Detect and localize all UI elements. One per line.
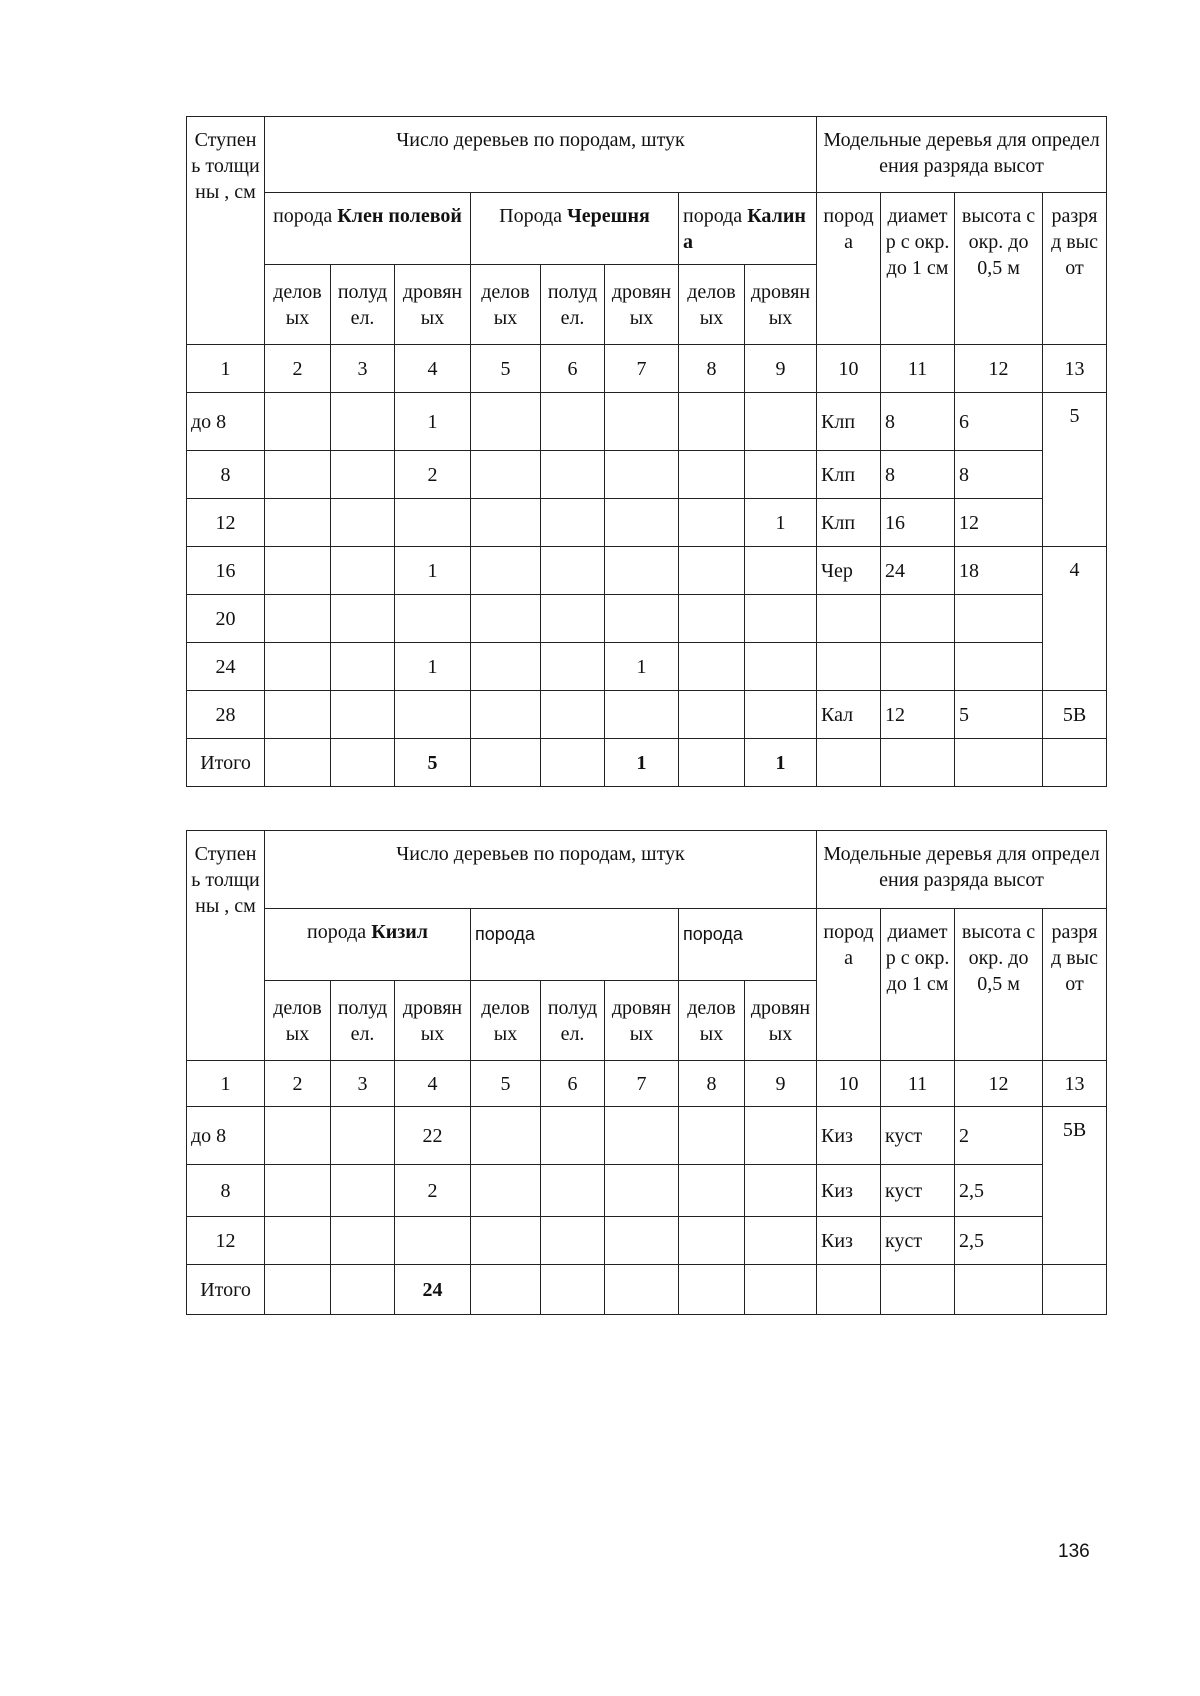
cell [265,393,331,451]
cell [471,499,541,547]
cell [745,1265,817,1315]
colnum: 7 [605,345,679,393]
cell: до 8 [187,1107,265,1165]
cell [605,691,679,739]
cell [605,547,679,595]
table-row [187,691,1107,739]
cell [541,1217,605,1265]
colnum: 3 [331,1061,395,1107]
cell [1043,739,1107,787]
cell [265,451,331,499]
header-species-3 [679,193,817,265]
cell [745,643,817,691]
species-3-name: Калина [683,205,806,253]
cell [265,1265,331,1315]
cell [817,739,881,787]
cell [395,691,471,739]
header-height: высота с окр. до 0,5 м [955,193,1043,345]
header-species-2: порода [471,909,679,981]
cell: 2 [395,1165,471,1217]
cell [331,1165,395,1217]
cell: 24 [187,643,265,691]
cell [605,1265,679,1315]
table-row [187,595,1107,643]
cell [471,547,541,595]
cell [541,499,605,547]
species-3-prefix: порода [683,205,748,227]
colnum: 4 [395,345,471,393]
subheader-a3: дровяных [395,981,471,1061]
cell [881,595,955,643]
cell [605,1165,679,1217]
cell: Кал [817,691,881,739]
colnum: 5 [471,1061,541,1107]
cell: куст [881,1165,955,1217]
cell [331,393,395,451]
cell: Киз [817,1107,881,1165]
cell: 2 [955,1107,1043,1165]
cell [331,739,395,787]
total-label: Итого [187,1265,265,1315]
cell [471,1165,541,1217]
header-step: Ступень толщины , см [187,831,265,1061]
cell [745,1217,817,1265]
subheader-b3: дровяных [605,981,679,1061]
cell: 1 [745,499,817,547]
cell [471,1107,541,1165]
header-species-2 [471,193,679,265]
cell: 24 [881,547,955,595]
cell [745,691,817,739]
cell: 20 [187,595,265,643]
header-diameter: диаметр с окр. до 1 см [881,909,955,1061]
cell: 16 [187,547,265,595]
header-poroda: порода [817,909,881,1061]
subheader-b1: деловых [471,265,541,345]
cell [817,643,881,691]
column-number-row [187,345,1107,393]
colnum: 4 [395,1061,471,1107]
cell [395,595,471,643]
colnum: 1 [187,345,265,393]
cell [331,1217,395,1265]
cell: 5 [955,691,1043,739]
cell: Клп [817,393,881,451]
cell [541,393,605,451]
cell: до 8 [187,393,265,451]
cell [817,595,881,643]
cell [331,1107,395,1165]
colnum: 9 [745,1061,817,1107]
cell [395,1217,471,1265]
cell [265,739,331,787]
cell: куст [881,1217,955,1265]
cell [605,1107,679,1165]
cell [471,393,541,451]
cell [471,691,541,739]
colnum: 10 [817,1061,881,1107]
cell: 12 [187,1217,265,1265]
subheader-a2: полудел. [331,981,395,1061]
table-row [187,1165,1107,1217]
table-row [187,451,1107,499]
total-row [187,1265,1107,1315]
header-height-class: разряд высот [1043,909,1107,1061]
cell [881,1265,955,1315]
colnum: 2 [265,345,331,393]
column-number-row [187,1061,1107,1107]
species-2-name: Черешня [567,205,650,227]
height-class-cell: 5 [1043,393,1107,547]
cell: 1 [395,393,471,451]
cell: 22 [395,1107,471,1165]
table-row [187,393,1107,451]
colnum: 3 [331,345,395,393]
colnum: 2 [265,1061,331,1107]
cell [605,393,679,451]
subheader-a3: дровяных [395,265,471,345]
header-poroda: порода [817,193,881,345]
colnum: 6 [541,1061,605,1107]
cell: Киз [817,1165,881,1217]
cell [471,451,541,499]
subheader-c1: деловых [679,265,745,345]
cell [679,1165,745,1217]
page-number: 136 [1058,1541,1090,1562]
cell [471,595,541,643]
cell [395,499,471,547]
header-species-1 [265,193,471,265]
colnum: 11 [881,345,955,393]
colnum: 10 [817,345,881,393]
height-class-cell: 5В [1043,1107,1107,1265]
colnum: 7 [605,1061,679,1107]
header-diameter: диаметр с окр. до 1 см [881,193,955,345]
subheader-c2: дровяных [745,265,817,345]
cell: 8 [187,1165,265,1217]
cell: куст [881,1107,955,1165]
cell: 2,5 [955,1165,1043,1217]
cell: 1 [395,547,471,595]
cell: 28 [187,691,265,739]
cell [331,499,395,547]
header-model-trees: Модельные деревья для определения разряда высот [817,831,1107,909]
table-row [187,1217,1107,1265]
cell [331,547,395,595]
cell [679,595,745,643]
cell [265,499,331,547]
cell: 2 [395,451,471,499]
cell: 12 [187,499,265,547]
cell [679,739,745,787]
cell [265,1165,331,1217]
species-1-name: Клен полевой [337,205,462,227]
cell [745,393,817,451]
cell [745,595,817,643]
total-value: 1 [745,739,817,787]
cell [745,1107,817,1165]
cell [679,1217,745,1265]
header-species-1 [265,909,471,981]
cell: 16 [881,499,955,547]
cell [265,595,331,643]
cell [331,643,395,691]
tally-table-2 [186,830,1107,1315]
cell [881,739,955,787]
colnum: 13 [1043,345,1107,393]
cell: 8 [187,451,265,499]
header-species-3: порода [679,909,817,981]
cell: 12 [955,499,1043,547]
cell [955,595,1043,643]
cell: 6 [955,393,1043,451]
cell [331,595,395,643]
species-1-prefix: порода [307,921,372,943]
colnum: 6 [541,345,605,393]
total-value: 1 [605,739,679,787]
cell [745,1165,817,1217]
species-1-name: Кизил [371,921,428,943]
cell [881,643,955,691]
cell [955,643,1043,691]
cell [541,1107,605,1165]
colnum: 1 [187,1061,265,1107]
cell [679,1265,745,1315]
height-class-cell: 5В [1043,691,1107,739]
subheader-b3: дровяных [605,265,679,345]
colnum: 8 [679,1061,745,1107]
header-height-class: разряд высот [1043,193,1107,345]
cell [605,1217,679,1265]
subheader-b1: деловых [471,981,541,1061]
cell [541,1165,605,1217]
cell [955,1265,1043,1315]
cell [265,1107,331,1165]
header-model-trees: Модельные деревья для определения разряда высот [817,117,1107,193]
total-row [187,739,1107,787]
header-tree-count: Число деревьев по породам, штук [265,117,817,193]
subheader-c2: дровяных [745,981,817,1061]
table-row [187,547,1107,595]
subheader-a1: деловых [265,981,331,1061]
cell: Чер [817,547,881,595]
colnum: 8 [679,345,745,393]
total-value: 24 [395,1265,471,1315]
cell: Клп [817,499,881,547]
cell [541,595,605,643]
colnum: 5 [471,345,541,393]
colnum: 12 [955,1061,1043,1107]
subheader-a1: деловых [265,265,331,345]
cell [679,1107,745,1165]
cell [745,547,817,595]
colnum: 12 [955,345,1043,393]
cell [541,547,605,595]
cell [679,451,745,499]
cell: 2,5 [955,1217,1043,1265]
total-value: 5 [395,739,471,787]
cell [265,643,331,691]
cell [541,691,605,739]
cell [265,547,331,595]
cell [679,691,745,739]
cell [679,393,745,451]
species-1-prefix: порода [273,205,338,227]
cell [605,499,679,547]
species-2-prefix: Порода [499,205,568,227]
cell [265,691,331,739]
tally-table-1 [186,116,1107,787]
table-row [187,1107,1107,1165]
cell [541,451,605,499]
cell [471,643,541,691]
cell: 8 [881,451,955,499]
cell: 1 [395,643,471,691]
cell [265,1217,331,1265]
table-row [187,643,1107,691]
cell [331,1265,395,1315]
table-row [187,499,1107,547]
cell: Киз [817,1217,881,1265]
cell: 8 [955,451,1043,499]
header-step: Ступень толщины , см [187,117,265,345]
cell [331,451,395,499]
cell [471,1265,541,1315]
cell [1043,1265,1107,1315]
cell [331,691,395,739]
cell [679,499,745,547]
cell [541,643,605,691]
cell: Клп [817,451,881,499]
total-label: Итого [187,739,265,787]
cell: 18 [955,547,1043,595]
cell [955,739,1043,787]
cell [471,1217,541,1265]
cell: 12 [881,691,955,739]
cell [745,451,817,499]
header-tree-count: Число деревьев по породам, штук [265,831,817,909]
subheader-a2: полудел. [331,265,395,345]
subheader-c1: деловых [679,981,745,1061]
cell [817,1265,881,1315]
height-class-cell: 4 [1043,547,1107,691]
cell [541,1265,605,1315]
cell [679,547,745,595]
subheader-b2: полудел. [541,265,605,345]
colnum: 11 [881,1061,955,1107]
cell [605,595,679,643]
cell: 1 [605,643,679,691]
cell [605,451,679,499]
cell [471,739,541,787]
cell: 8 [881,393,955,451]
subheader-b2: полудел. [541,981,605,1061]
cell [679,643,745,691]
colnum: 9 [745,345,817,393]
cell [541,739,605,787]
header-height: высота с окр. до 0,5 м [955,909,1043,1061]
colnum: 13 [1043,1061,1107,1107]
